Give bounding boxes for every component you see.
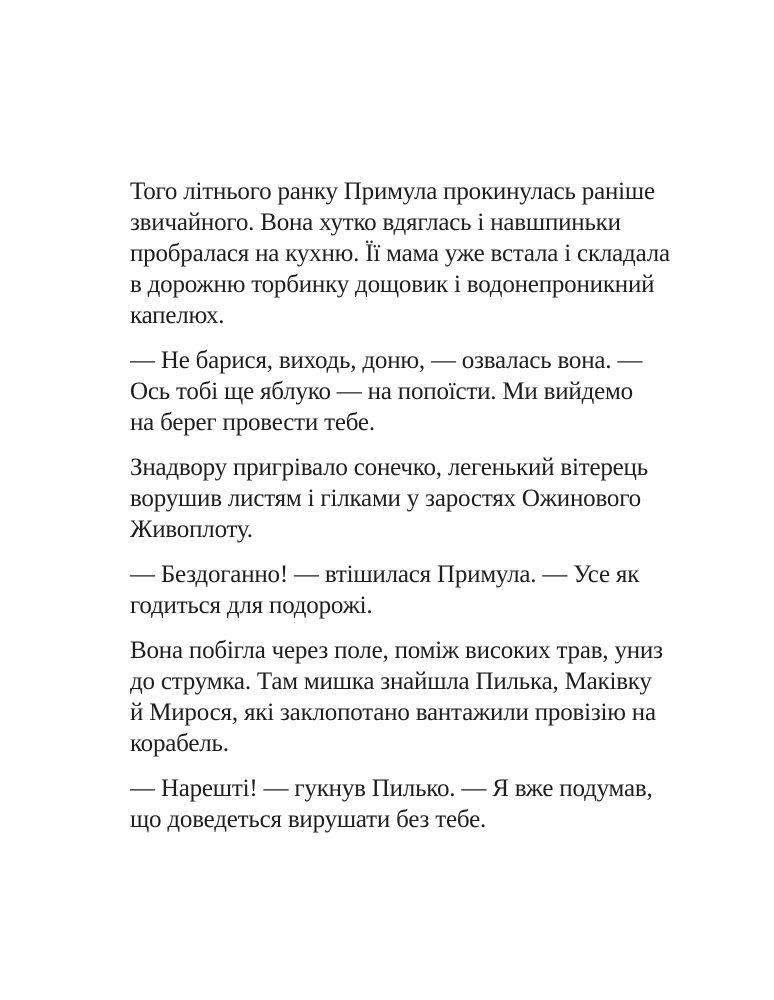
text-line: пробралася на кухню. Її мама уже встала і складала — [130, 240, 670, 267]
text-line: в дорожню торбинку дощовик і водонепроникний — [130, 271, 655, 298]
text-line: Ось тобі ще яблуко — на попоїсти. Ми вийдемо — [130, 378, 633, 405]
paragraph-6 — [130, 773, 660, 835]
text-line: капелюх. — [130, 302, 225, 329]
paragraph-2 — [130, 345, 660, 438]
text-line: годиться для подорожі. — [130, 592, 373, 619]
text-line: — Нарешті! — гукнув Пилько. — Я вже подумав, — [130, 775, 653, 802]
text-line: на берег провести тебе. — [130, 409, 375, 436]
text-line: Вона побігла через поле, поміж високих трав, униз — [130, 637, 663, 664]
paragraph-1 — [130, 176, 670, 331]
text-line: Живоплоту. — [130, 516, 253, 543]
paragraph-4 — [130, 559, 660, 621]
text-line: — Бездоганно! — втішилася Примула. — Усе як — [130, 561, 640, 588]
text-line: ворушив листям і гілками у заростях Ожинового — [130, 485, 641, 512]
text-line: — Не барися, виходь, доню, — озвалась вона. — — [130, 347, 643, 374]
text-line: корабель. — [130, 730, 229, 757]
body-text — [130, 176, 670, 849]
paragraph-3 — [130, 452, 660, 545]
text-line: Того літнього ранку Примула прокинулась раніше — [130, 178, 655, 205]
text-line: звичайного. Вона хутко вдяглась і навшпиньки — [130, 209, 621, 236]
paragraph-5 — [130, 635, 663, 759]
text-line: що доведеться вирушати без тебе. — [130, 806, 487, 833]
text-line: й Мирося, які заклопотано вантажили провізію на — [130, 699, 656, 726]
text-line: Знадвору пригрівало сонечко, легенький вітерець — [130, 454, 648, 481]
text-line: до струмка. Там мишка знайшла Пилька, Маківку — [130, 668, 652, 695]
